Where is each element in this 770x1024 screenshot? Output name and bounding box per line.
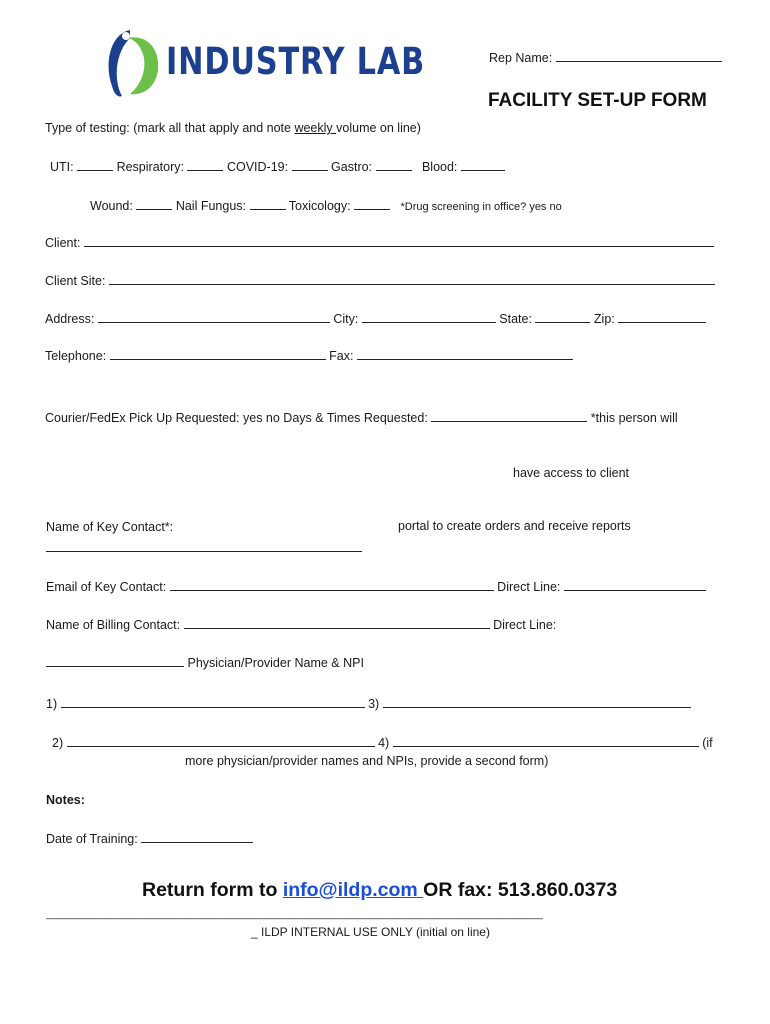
physician-heading-field[interactable] — [46, 655, 184, 667]
key-contact-field[interactable] — [46, 540, 362, 552]
city-label: City: — [333, 312, 359, 326]
direct-line-field[interactable] — [564, 579, 706, 591]
blood-field[interactable] — [461, 159, 505, 171]
more-physicians-note: more physician/provider names and NPIs, provide a second form) — [185, 754, 549, 768]
client-field[interactable] — [84, 235, 714, 247]
respiratory-label: Respiratory: — [116, 160, 184, 174]
testing-row-1 — [50, 159, 505, 174]
toxicology-field[interactable] — [354, 198, 390, 210]
uti-label: UTI: — [50, 160, 74, 174]
physician-2-field[interactable] — [67, 735, 375, 747]
direct-line-label: Direct Line: — [497, 580, 561, 594]
training-row — [46, 831, 253, 846]
internal-use-note: _ ILDP INTERNAL USE ONLY (initial on line) — [251, 925, 490, 939]
city-field[interactable] — [362, 311, 496, 323]
physician-3-number: 3) — [368, 697, 380, 711]
key-contact-label: Name of Key Contact*: — [46, 520, 174, 534]
days-times-field[interactable] — [431, 410, 587, 422]
courier-pickup-text: Courier/FedEx Pick Up Requested: yes no Days & Times Requested: — [45, 411, 428, 425]
return-after: OR fax: 513.860.0373 — [423, 879, 618, 901]
rep-name-field[interactable] — [556, 50, 722, 62]
client-site-label: Client Site: — [45, 274, 106, 288]
state-field[interactable] — [535, 311, 590, 323]
wound-field[interactable] — [136, 198, 172, 210]
telephone-label: Telephone: — [45, 349, 107, 363]
zip-label: Zip: — [593, 312, 615, 326]
return-before: Return form to — [142, 879, 283, 901]
physician-heading-row — [46, 655, 364, 670]
physician-heading: Physician/Provider Name & NPI — [187, 656, 364, 670]
email-key-field[interactable] — [170, 579, 494, 591]
address-field[interactable] — [98, 311, 330, 323]
client-row — [45, 235, 714, 250]
physician-3-field[interactable] — [383, 696, 691, 708]
wound-label: Wound: — [90, 199, 133, 213]
form-title: FACILITY SET-UP FORM — [488, 90, 707, 111]
fax-field[interactable] — [357, 348, 573, 360]
client-site-field[interactable] — [109, 273, 715, 285]
toxicology-label: Toxicology: — [288, 199, 351, 213]
billing-direct-line-label: Direct Line: — [493, 618, 557, 632]
training-label: Date of Training: — [46, 832, 138, 846]
logo — [100, 24, 426, 104]
email-key-label: Email of Key Contact: — [46, 580, 167, 594]
uti-field[interactable] — [77, 159, 113, 171]
gastro-field[interactable] — [376, 159, 412, 171]
drug-screening-question: *Drug screening in office? yes no — [400, 201, 562, 213]
internal-rule: ____________________________________________________________________________________________________ — [46, 909, 543, 920]
training-field[interactable] — [141, 831, 253, 843]
billing-row — [46, 617, 556, 632]
physician-row-2 — [52, 735, 713, 750]
logo-text: INDUSTRY LAB — [166, 40, 426, 83]
billing-field[interactable] — [184, 617, 490, 629]
testing-instructions — [45, 121, 421, 135]
covid-label: COVID-19: — [226, 160, 289, 174]
access-note: have access to client — [513, 466, 630, 480]
courier-row — [45, 410, 678, 425]
zip-field[interactable] — [618, 311, 706, 323]
client-site-row — [45, 273, 715, 288]
client-label: Client: — [45, 236, 81, 250]
telephone-field[interactable] — [110, 348, 326, 360]
nail-fungus-label: Nail Fungus: — [175, 199, 247, 213]
testing-row-2 — [90, 198, 562, 213]
this-person-note: *this person will — [590, 411, 678, 425]
email-link[interactable]: info@ildp.com — [282, 879, 424, 901]
physician-2-number: 2) — [52, 736, 64, 750]
physician-4-field[interactable] — [393, 735, 699, 747]
return-instructions — [142, 879, 617, 902]
address-row — [45, 311, 706, 326]
rep-name-label: Rep Name: — [489, 51, 553, 65]
state-label: State: — [499, 312, 532, 326]
fax-label: Fax: — [329, 349, 354, 363]
email-key-row — [46, 579, 706, 594]
physician-4-number: 4) — [378, 736, 390, 750]
rep-name-row — [489, 50, 722, 65]
physician-row-1 — [46, 696, 691, 711]
nail-fungus-field[interactable] — [250, 198, 286, 210]
testing-intro-after: volume on line) — [336, 121, 421, 135]
respiratory-field[interactable] — [187, 159, 223, 171]
notes-label: Notes: — [46, 793, 85, 807]
physician-1-field[interactable] — [61, 696, 365, 708]
telephone-row — [45, 348, 573, 363]
gastro-label: Gastro: — [331, 160, 373, 174]
industry-lab-logo-icon — [100, 24, 162, 102]
physician-1-number: 1) — [46, 697, 58, 711]
testing-intro-underlined: weekly — [294, 121, 337, 135]
covid-field[interactable] — [292, 159, 328, 171]
blood-label: Blood: — [421, 160, 458, 174]
portal-note: portal to create orders and receive reports — [398, 519, 631, 533]
billing-label: Name of Billing Contact: — [46, 618, 181, 632]
testing-intro-before: Type of testing: (mark all that apply and note — [45, 121, 295, 135]
address-label: Address: — [45, 312, 95, 326]
if-text: (if — [702, 736, 713, 750]
